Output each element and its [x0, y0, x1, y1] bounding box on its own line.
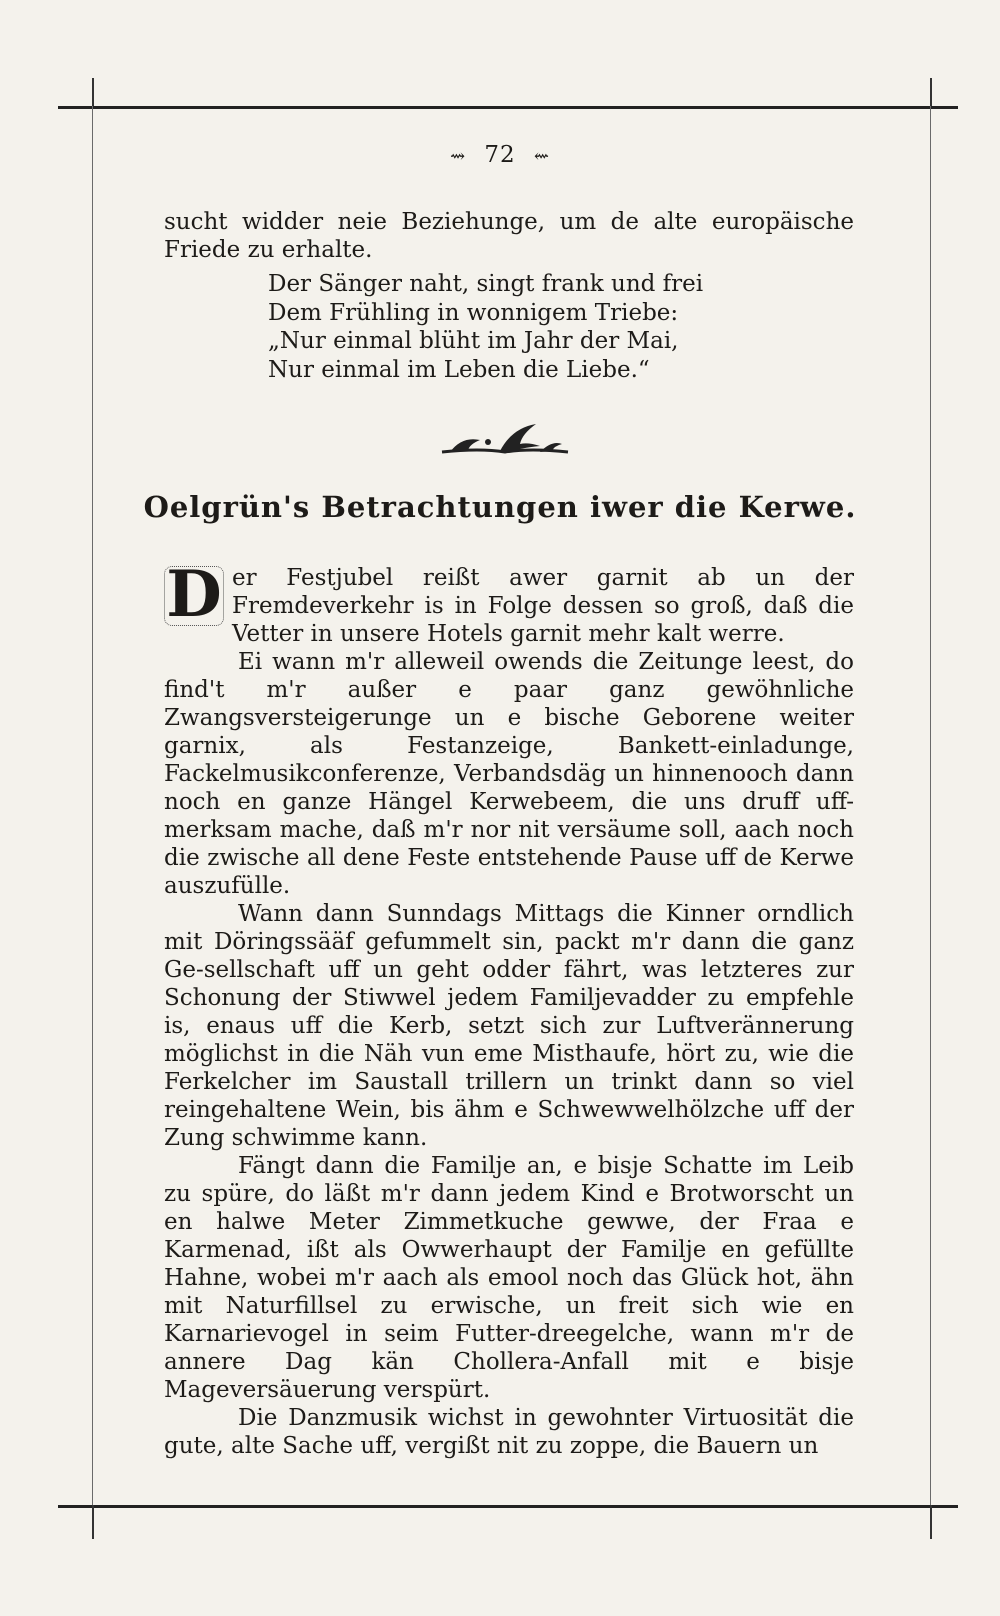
paragraph: Ei wann m'r alleweil owends die Zeitunge leest, do find't m'r außer e paar ganz gewöhnliche Zwangsversteigerunge un e bische Geborene weiter garnix, als Festanzeige, Bankett-einladunge, Fackelmusikconferenze, Verbandsdäg un hinnenooch dann noch en ganze Hängel Kerwebeem, die uns druff uff-merksam mache, daß m'r nor nit versäume soll, aach noch die zwische all dene Feste entstehende Pause uff de Kerwe auszufülle.: [164, 649, 854, 899]
verse-line: Nur einmal im Leben die Liebe.“: [268, 356, 650, 383]
paragraph: Wann dann Sunndags Mittags die Kinner orndlich mit Döringssääf gefummelt sin, packt m'r dann die ganz Ge-sellschaft uff un geht odder fährt, was letzteres zur Schonung der Stiwwel jedem Familjevadder zu empfehle is, enaus uff die Kerb, setzt sich zur Luftverännerung möglichst in die Näh vun eme Misthaufe, hört zu, wie die Ferkelcher im Saustall trillern un trinkt dann so viel reingehaltene Wein, bis ähm e Schwewwelhölzche uff der Zung schwimme kann.: [164, 901, 854, 1151]
page-number: 72: [484, 142, 516, 168]
section-title: Oelgrün's Betrachtungen iwer die Kerwe.: [143, 490, 857, 524]
verse-line: Der Sänger naht, singt frank und frei: [268, 271, 704, 297]
paragraph: Fängt dann die Familje an, e bisje Schatte im Leib zu spüre, do läßt m'r dann jedem Kind e Brotworscht un en halwe Meter Zimmetkuche gewwe, der Fraa e Karmenad, ißt als Owwerhaupt der Familje en gefüllte Hahne, wobei m'r aach als emool noch das Glück hot, ähn mit Naturfillsel zu erwische, un freit sich wie en Karnarievogel in seim Futter-dreegelche, wann m'r de annere Dag kän Chollera-Anfall mit e bisje Mageversäuerung verspürt.: [164, 1153, 854, 1403]
page-header: [0, 142, 1000, 168]
decorative-divider-icon: [440, 418, 570, 464]
frame-line: [930, 78, 932, 106]
verse-block: [268, 270, 703, 384]
article-body: [164, 557, 854, 1460]
frame-line: [92, 106, 93, 1506]
frame-line: [92, 1505, 94, 1539]
verse-line: „Nur einmal blüht im Jahr der Mai,: [268, 328, 679, 354]
frame-line: [930, 1505, 932, 1539]
frame-line: [930, 106, 931, 1506]
paragraph: Die Danzmusik wichst in gewohnter Virtuosität die gute, alte Sache uff, vergißt nit zu zoppe, die Bauern un: [164, 1405, 854, 1459]
ornament-left-icon: ⇝: [449, 146, 467, 167]
drop-cap: D: [164, 566, 224, 626]
verse-line: Dem Frühling in wonnigem Triebe:: [268, 299, 679, 326]
continuation-paragraph: sucht widder neie Beziehunge, um de alte europäische Friede zu erhalte.: [164, 209, 854, 263]
top-rule: [58, 106, 958, 109]
paragraph-text: er Festjubel reißt awer garnit ab un der Fremdeverkehr is in Folge dessen so groß, daß die Vetter in unsere Hotels garnit mehr kalt werre.: [232, 565, 854, 647]
ornament-right-icon: ⇜: [533, 146, 551, 167]
frame-line: [92, 78, 94, 106]
paragraph: [164, 557, 854, 648]
bottom-rule: [58, 1505, 958, 1508]
